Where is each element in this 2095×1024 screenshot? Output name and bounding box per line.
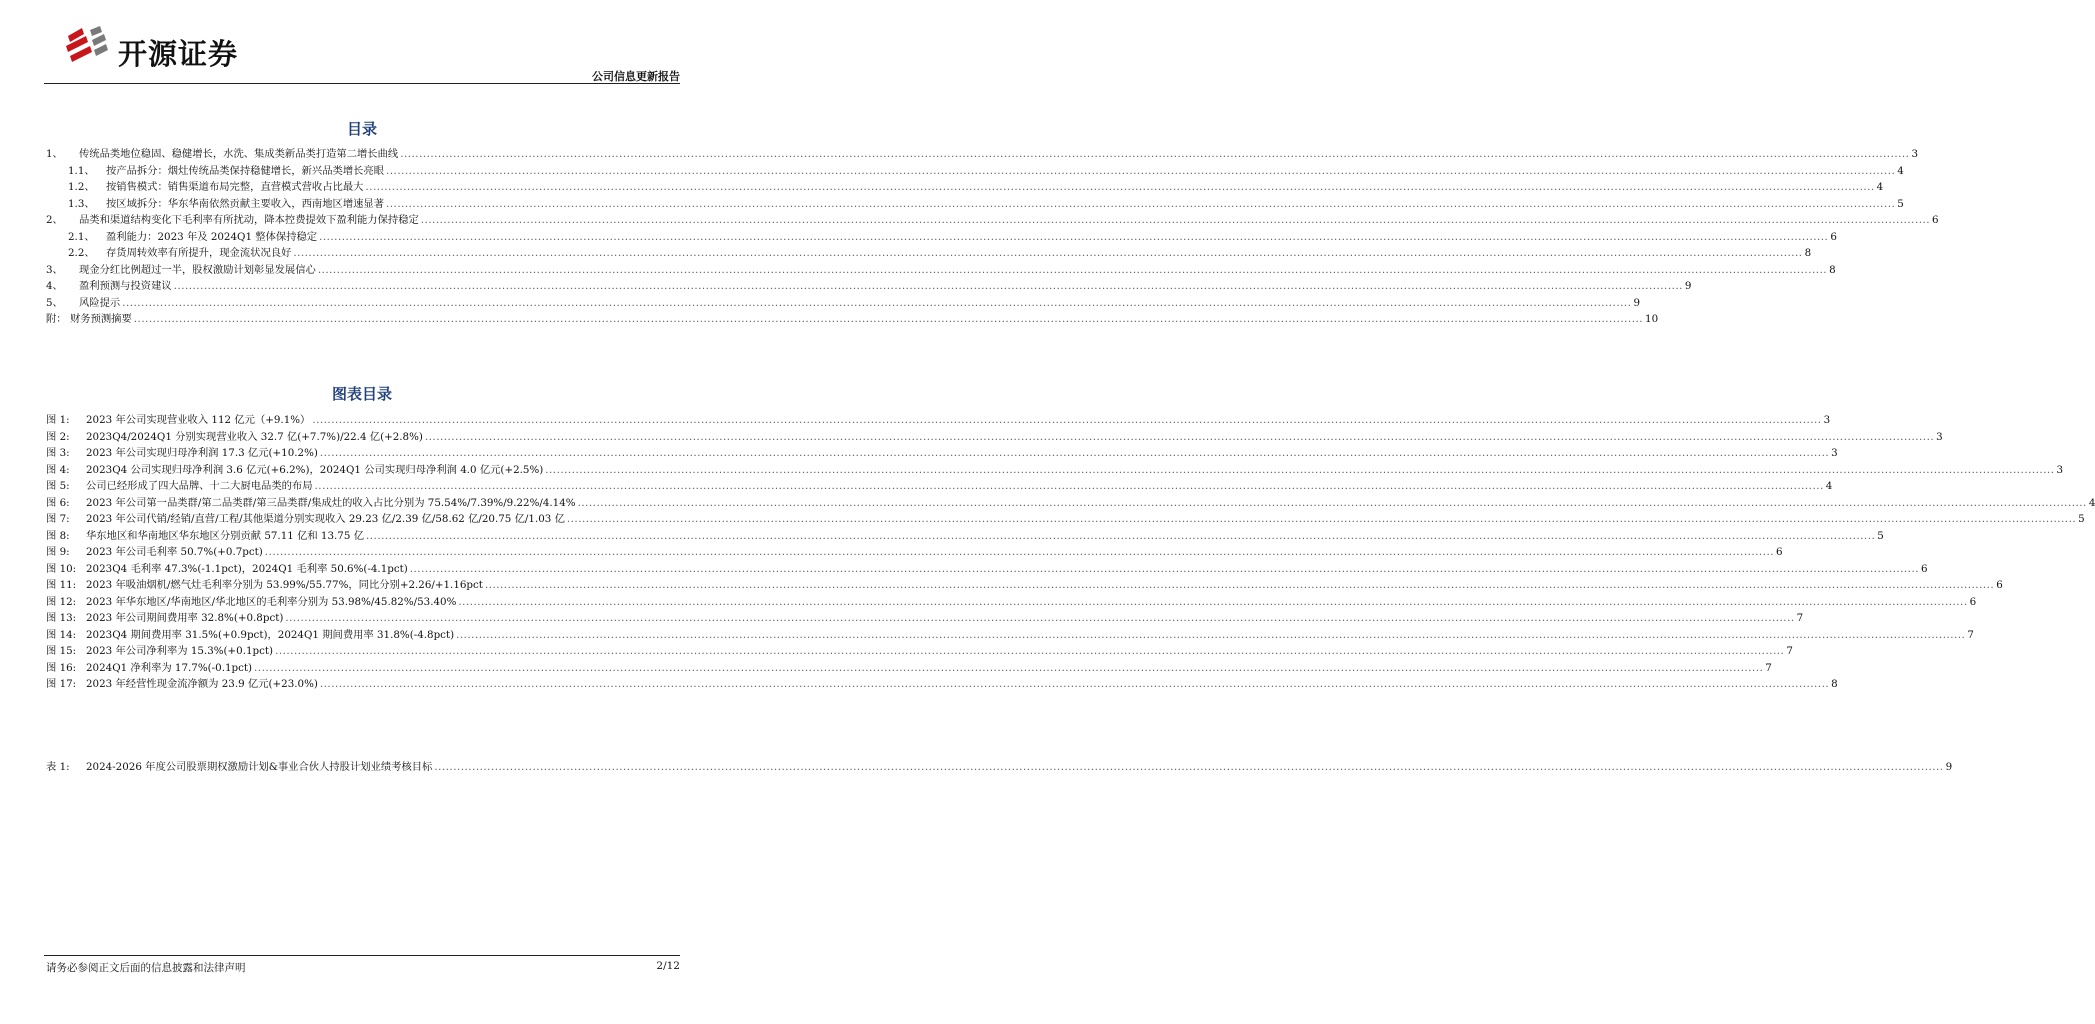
entry-title: 公司已经形成了四大品牌、十二大厨电品类的布局	[86, 480, 313, 492]
entry-page: 5	[2078, 513, 2085, 525]
entry-title: 2023 年华东地区/华南地区/华北地区的毛利率分别为 53.98%/45.82%/53.40%	[86, 595, 457, 608]
dot-leader: ................................................................................................................................................................................................................................................................................................................................................................................................................	[254, 661, 1764, 674]
dot-leader: ................................................................................................................................................................................................................................................................................................................................................................................................................	[458, 595, 1968, 608]
entry-page: 3	[1936, 430, 1943, 443]
entry-title: 盈利预测与投资建议	[79, 280, 172, 292]
company-name: 开源证券	[118, 37, 239, 71]
footer-divider	[44, 955, 680, 956]
entry-page: 6	[1969, 595, 1977, 608]
company-logo	[60, 22, 280, 72]
entry-page: 9	[1633, 296, 1640, 309]
entry-number: 图 15:	[46, 645, 77, 657]
entry-page: 8	[1831, 678, 1838, 690]
dot-leader: ................................................................................................................................................................................................................................................................................................................................................................................................................	[264, 546, 1775, 558]
entry-number: 2、	[46, 214, 63, 226]
entry-title: 2023 年公司期间费用率 32.8%(+0.8pct)	[86, 612, 284, 624]
entry-title: 现金分红比例超过一半，股权激励计划彰显发展信心	[79, 263, 316, 276]
dot-leader: ................................................................................................................................................................................................................................................................................................................................................................................................................	[275, 645, 1785, 657]
entry-page: 4	[2088, 496, 2095, 509]
dot-leader: ................................................................................................................................................................................................................................................................................................................................................................................................................	[409, 562, 1920, 575]
dot-leader: ................................................................................................................................................................................................................................................................................................................................................................................................................	[133, 313, 1644, 325]
entry-number: 图 2:	[46, 430, 70, 443]
dot-leader: ................................................................................................................................................................................................................................................................................................................................................................................................................	[319, 230, 1829, 243]
entry-title: 2023 年公司实现营业收入 112 亿元（+9.1%）	[86, 414, 311, 426]
entry-title: 存货周转效率有所提升，现金流状况良好	[106, 247, 292, 259]
page-number: 2/12	[656, 960, 680, 972]
entry-title: 2023 年公司代销/经销/直营/工程/其他渠道分别实现收入 29.23 亿/2.39 亿/58.62 亿/20.75 亿/1.03 亿	[86, 513, 565, 525]
entry-title: 2023 年经营性现金流净额为 23.9 亿元(+23.0%)	[86, 678, 318, 690]
dot-leader: ................................................................................................................................................................................................................................................................................................................................................................................................................	[317, 263, 1828, 276]
entry-page: 7	[1765, 661, 1772, 674]
figures-title: 图表目录	[331, 385, 392, 403]
dot-leader: ................................................................................................................................................................................................................................................................................................................................................................................................................	[424, 430, 1935, 443]
entry-page: 7	[1786, 645, 1793, 657]
dot-leader: ................................................................................................................................................................................................................................................................................................................................................................................................................	[386, 164, 1896, 177]
toc-entry[interactable]	[46, 561, 1928, 578]
toc-entry[interactable]	[46, 429, 1943, 446]
toc-entry[interactable]	[46, 495, 2095, 512]
entry-number: 5、	[46, 296, 63, 309]
toc-entry[interactable]	[46, 196, 1904, 213]
entry-number: 1.3、	[68, 197, 95, 210]
toc-entry[interactable]	[46, 478, 1833, 495]
toc-entry[interactable]	[46, 528, 1884, 545]
entry-number: 图 1:	[46, 414, 70, 426]
entry-title: 盈利能力：2023 年及 2024Q1 整体保持稳定	[106, 230, 318, 243]
dot-leader: ................................................................................................................................................................................................................................................................................................................................................................................................................	[566, 513, 2077, 525]
entry-number: 1、	[46, 148, 63, 160]
toc-entry[interactable]	[46, 295, 1640, 312]
dot-leader: ................................................................................................................................................................................................................................................................................................................................................................................................................	[400, 148, 1910, 160]
entry-number: 图 10:	[46, 562, 77, 575]
entry-title: 2023Q4/2024Q1 分别实现营业收入 32.7 亿(+7.7%)/22.4 亿(+2.8%)	[86, 430, 423, 443]
entry-page: 5	[1877, 529, 1884, 542]
toc-entry[interactable]	[46, 179, 1884, 196]
entry-title: 财务预测摘要	[70, 313, 132, 325]
entry-number: 图 13:	[46, 612, 77, 624]
entry-number: 2.1、	[68, 230, 95, 243]
entry-number: 图 14:	[46, 628, 77, 641]
toc-entry[interactable]	[46, 544, 1783, 561]
entry-number: 图 3:	[46, 447, 70, 459]
entry-number: 附：	[46, 313, 67, 325]
entry-number: 3、	[46, 263, 63, 276]
entry-page: 9	[1945, 761, 1953, 773]
entry-page: 3	[1823, 414, 1831, 426]
toc-entry[interactable]	[46, 660, 1772, 677]
entry-title: 2023 年公司毛利率 50.7%(+0.7pct)	[86, 546, 263, 558]
dot-leader: ................................................................................................................................................................................................................................................................................................................................................................................................................	[122, 296, 1632, 309]
entry-page: 4	[1825, 480, 1833, 492]
entry-title: 2023 年公司第一品类群/第二品类群/第三品类群/集成灶的收入占比分别为 75.54%/7.39%/9.22%/4.14%	[86, 496, 576, 509]
figures-list	[46, 412, 2095, 693]
toc-entry[interactable]	[46, 311, 1659, 328]
dot-leader: ................................................................................................................................................................................................................................................................................................................................................................................................................	[314, 480, 1824, 492]
entry-title: 品类和渠道结构变化下毛利率有所扰动，降本控费提效下盈利能力保持稳定	[79, 214, 419, 226]
entry-number: 1.1、	[68, 164, 95, 177]
toc-entry[interactable]	[46, 676, 1838, 693]
dot-leader: ................................................................................................................................................................................................................................................................................................................................................................................................................	[456, 628, 1966, 641]
entry-number: 图 9:	[46, 546, 70, 558]
toc-entry[interactable]	[46, 262, 1836, 279]
entry-page: 6	[1830, 230, 1837, 243]
page-header	[44, 14, 680, 84]
entry-page: 3	[2056, 463, 2064, 476]
toc-entry[interactable]	[46, 759, 1953, 776]
entry-page: 6	[1776, 546, 1783, 558]
dot-leader: ................................................................................................................................................................................................................................................................................................................................................................................................................	[319, 678, 1830, 690]
dot-leader: ................................................................................................................................................................................................................................................................................................................................................................................................................	[293, 247, 1803, 259]
toc-entry[interactable]	[46, 462, 2064, 479]
entry-title: 2023Q4 毛利率 47.3%(-1.1pct)，2024Q1 毛利率 50.6%(-4.1pct)	[86, 562, 408, 575]
entry-title: 2023 年公司实现归母净利润 17.3 亿元(+10.2%)	[86, 447, 318, 459]
entry-page: 6	[1921, 562, 1928, 575]
dot-leader: ................................................................................................................................................................................................................................................................................................................................................................................................................	[545, 463, 2055, 476]
toc-entry[interactable]	[46, 445, 1838, 462]
entry-page: 8	[1829, 263, 1836, 276]
entry-page: 4	[1897, 164, 1904, 177]
toc-entry[interactable]	[46, 278, 1692, 295]
entry-page: 10	[1645, 313, 1659, 325]
dot-leader: ................................................................................................................................................................................................................................................................................................................................................................................................................	[484, 579, 1995, 591]
entry-number: 图 16:	[46, 661, 77, 674]
entry-page: 3	[1911, 148, 1919, 160]
entry-title: 2024-2026 年度公司股票期权激励计划&事业合伙人持股计划业绩考核目标	[86, 761, 433, 773]
entry-title: 2023Q4 期间费用率 31.5%(+0.9pct)，2024Q1 期间费用率 31.8%(-4.8pct)	[86, 628, 455, 641]
entry-title: 按产品拆分：烟灶传统品类保持稳健增长，新兴品类增长亮眼	[106, 164, 385, 177]
entry-title: 风险提示	[79, 296, 121, 309]
toc-entry[interactable]	[46, 146, 1919, 163]
dot-leader: ................................................................................................................................................................................................................................................................................................................................................................................................................	[366, 529, 1876, 542]
dot-leader: ................................................................................................................................................................................................................................................................................................................................................................................................................	[312, 414, 1822, 426]
toc-entry[interactable]	[46, 163, 1904, 180]
toc-entry[interactable]	[46, 511, 2085, 528]
entry-page: 8	[1804, 247, 1812, 259]
entry-page: 6	[1996, 579, 2003, 591]
toc-entry[interactable]	[46, 594, 1977, 611]
entry-page: 7	[1967, 628, 1974, 641]
entry-page: 9	[1684, 280, 1692, 292]
toc-title: 目录	[346, 120, 377, 138]
header-divider	[44, 83, 680, 84]
entry-number: 1.2、	[68, 181, 95, 193]
logo-mark-icon	[60, 22, 110, 70]
entry-title: 2023 年公司净利率为 15.3%(+0.1pct)	[86, 645, 274, 657]
dot-leader: ................................................................................................................................................................................................................................................................................................................................................................................................................	[434, 761, 1944, 773]
dot-leader: ................................................................................................................................................................................................................................................................................................................................................................................................................	[386, 197, 1896, 210]
toc-entry[interactable]	[46, 212, 1939, 229]
disclaimer-text: 请务必参阅正文后面的信息披露和法律声明	[46, 962, 246, 974]
dot-leader: ................................................................................................................................................................................................................................................................................................................................................................................................................	[420, 214, 1931, 226]
toc-entry[interactable]	[46, 577, 2003, 594]
report-type-label: 公司信息更新报告	[592, 70, 680, 83]
toc-entry[interactable]	[46, 229, 1837, 246]
entry-number: 图 11:	[46, 579, 77, 591]
dot-leader: ................................................................................................................................................................................................................................................................................................................................................................................................................	[365, 181, 1875, 193]
toc-entry[interactable]	[46, 610, 1804, 627]
entry-number: 表 1:	[46, 761, 70, 773]
toc-entry[interactable]	[46, 412, 1831, 429]
entry-title: 传统品类地位稳固、稳健增长，水洗、集成类新品类打造第二增长曲线	[79, 148, 399, 160]
entry-number: 2.2、	[68, 247, 95, 259]
entry-title: 2023 年吸油烟机/燃气灶毛利率分别为 53.99%/55.77%，同比分别+2.26/+1.16pct	[86, 579, 483, 591]
dot-leader: ................................................................................................................................................................................................................................................................................................................................................................................................................	[285, 612, 1795, 624]
dot-leader: ................................................................................................................................................................................................................................................................................................................................................................................................................	[173, 280, 1683, 292]
entry-page: 6	[1932, 214, 1939, 226]
toc-entry[interactable]	[46, 245, 1812, 262]
entry-number: 4、	[46, 280, 63, 292]
entry-number: 图 7:	[46, 513, 70, 525]
entry-title: 2023Q4 公司实现归母净利润 3.6 亿元(+6.2%)，2024Q1 公司实现归母净利润 4.0 亿元(+2.5%)	[86, 463, 544, 476]
entry-number: 图 5:	[46, 480, 70, 492]
entry-number: 图 8:	[46, 529, 70, 542]
entry-number: 图 4:	[46, 463, 70, 476]
entry-title: 按销售模式：销售渠道布局完整，直营模式营收占比最大	[106, 181, 364, 193]
toc-entry[interactable]	[46, 627, 1974, 644]
entry-title: 按区域拆分：华东华南依然贡献主要收入，西南地区增速显著	[106, 197, 385, 210]
entry-page: 5	[1897, 197, 1904, 210]
dot-leader: ................................................................................................................................................................................................................................................................................................................................................................................................................	[319, 447, 1830, 459]
entry-title: 2024Q1 净利率为 17.7%(-0.1pct)	[86, 661, 253, 674]
dot-leader: ................................................................................................................................................................................................................................................................................................................................................................................................................	[577, 496, 2087, 509]
entry-number: 图 6:	[46, 496, 70, 509]
entry-page: 7	[1796, 612, 1804, 624]
tables-list	[46, 759, 1953, 776]
entry-number: 图 17:	[46, 678, 77, 690]
entry-page: 4	[1876, 181, 1884, 193]
entry-page: 3	[1831, 447, 1838, 459]
entry-title: 华东地区和华南地区华东地区分别贡献 57.11 亿和 13.75 亿	[86, 529, 364, 542]
entry-number: 图 12:	[46, 595, 77, 608]
toc-list	[46, 146, 1939, 328]
toc-entry[interactable]	[46, 643, 1793, 660]
